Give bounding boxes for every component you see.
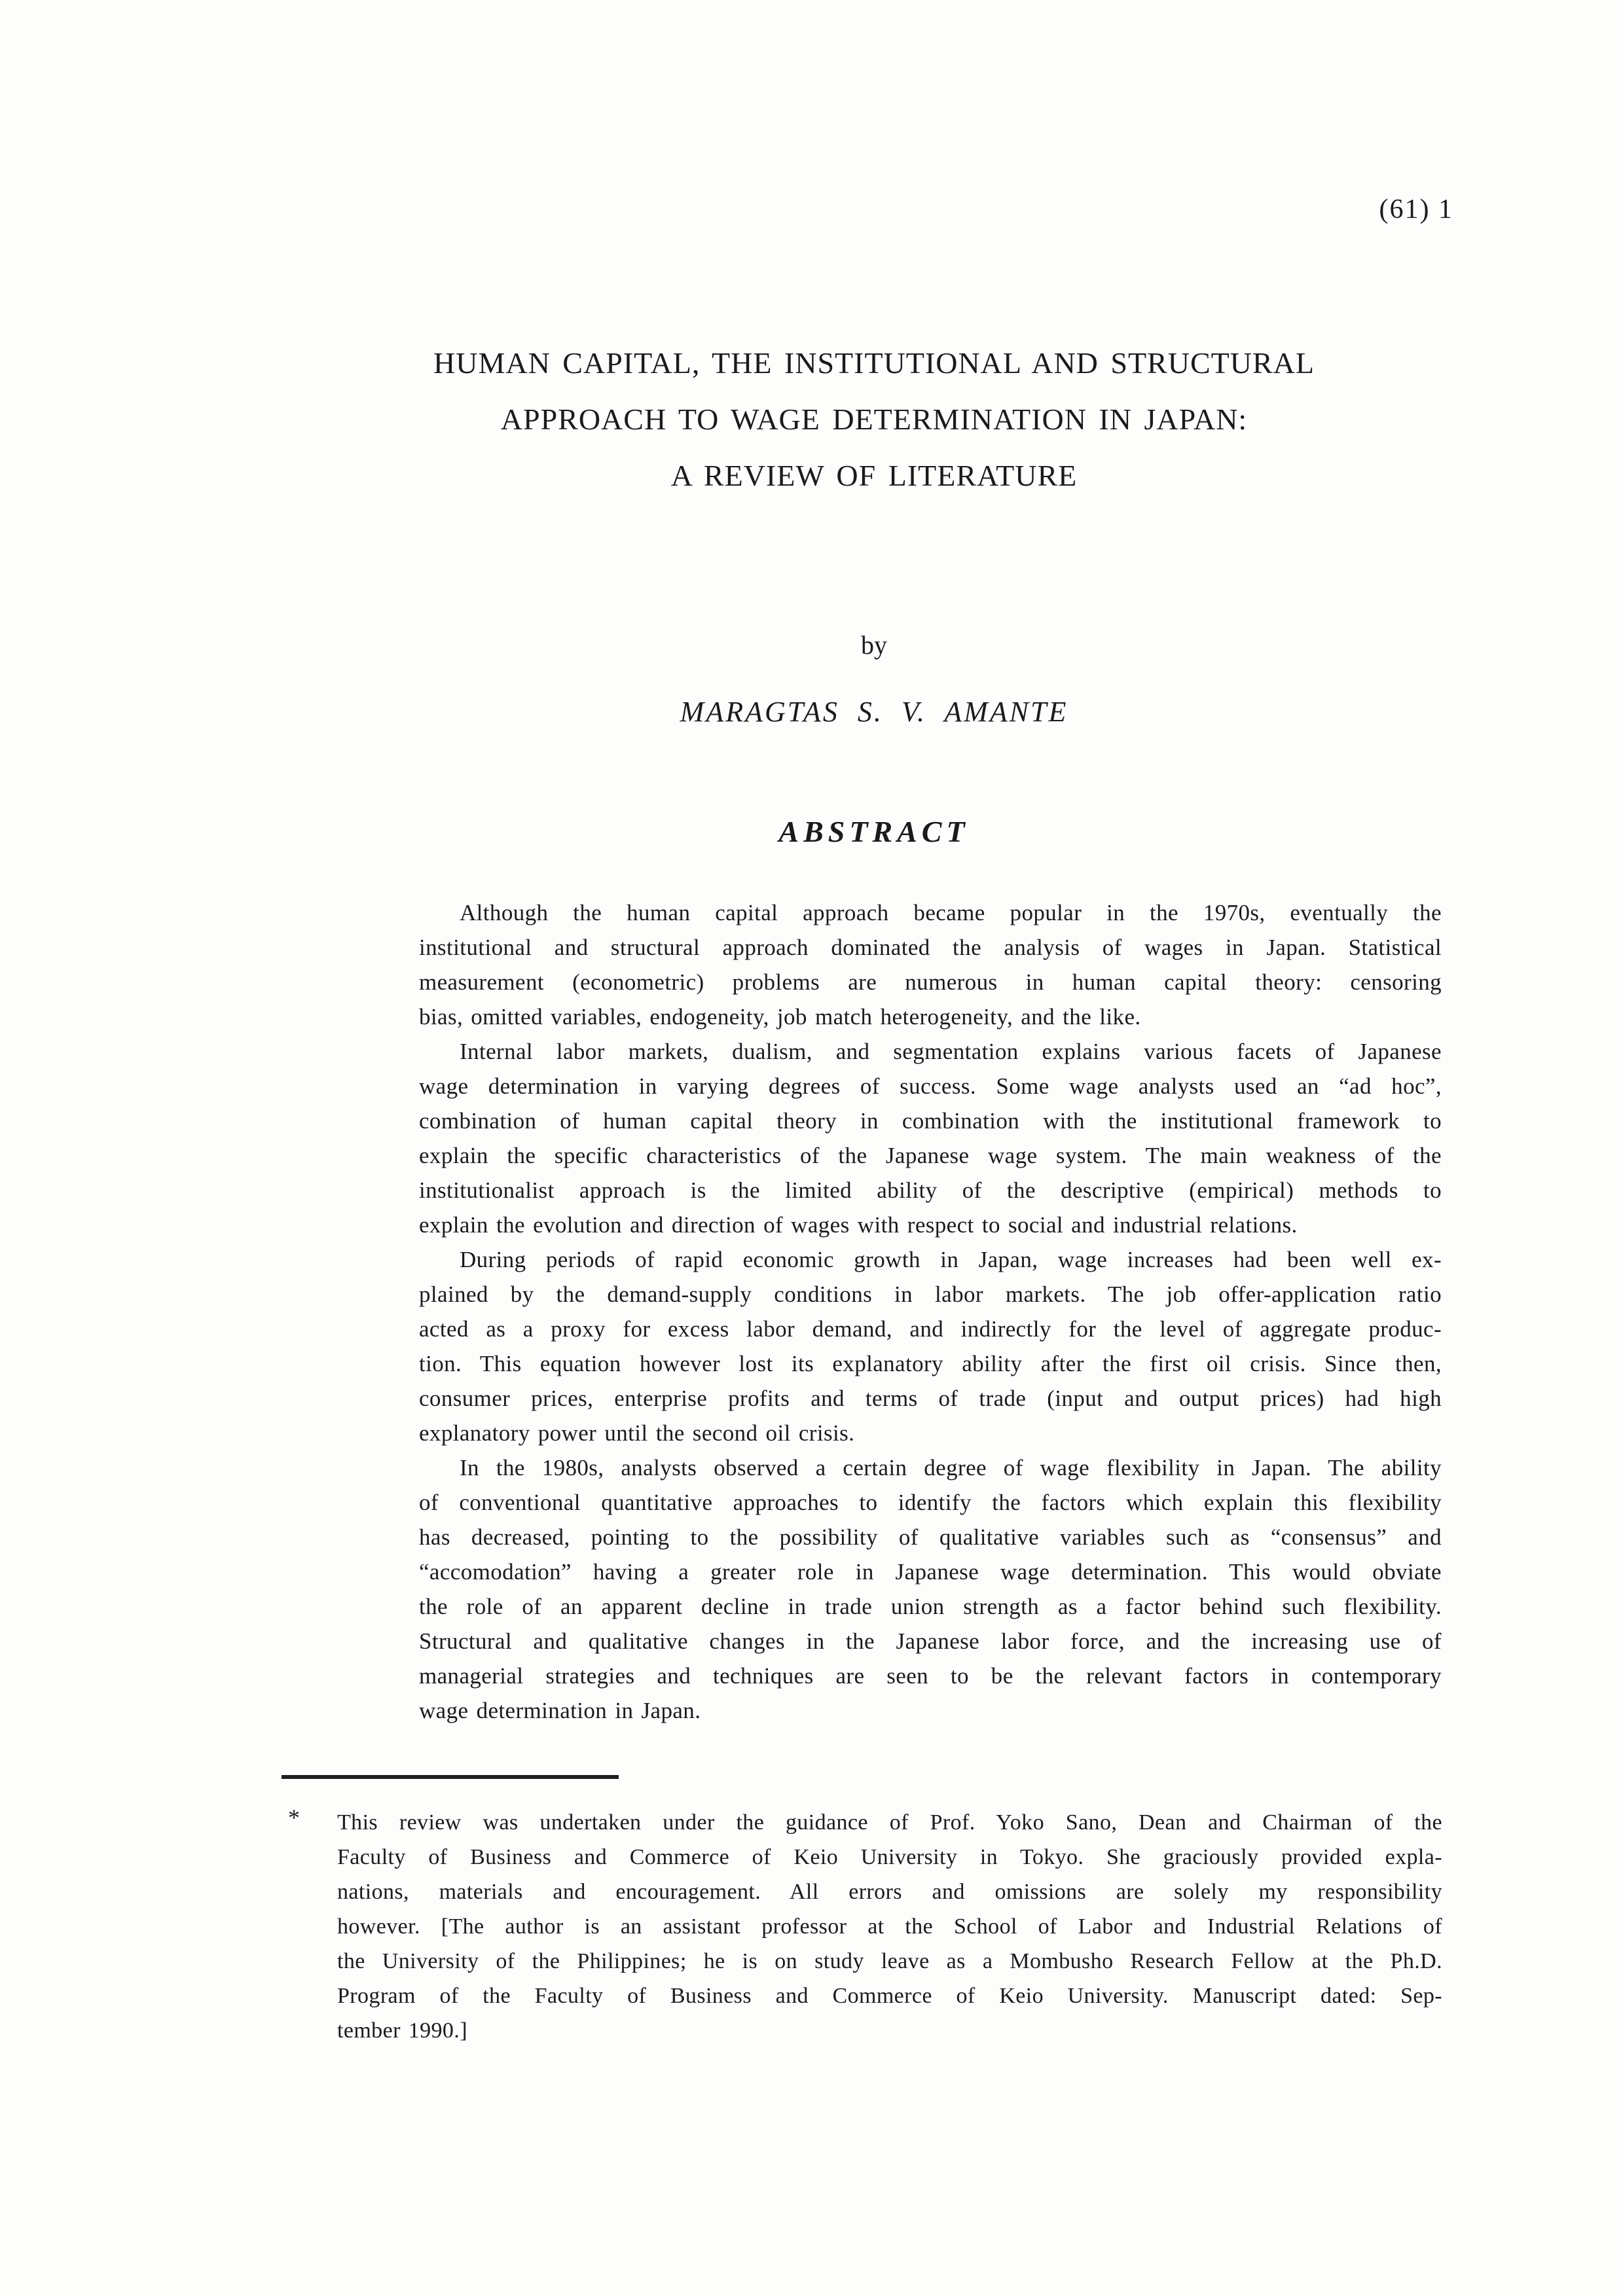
abstract-line: Structural and qualitative changes in the Japanese labor force, and the increasing use of: [419, 1628, 1442, 1654]
footnote-line: This review was undertaken under the guidance of Prof. Yoko Sano, Dean and Chairman of the: [337, 1810, 1442, 1835]
abstract-line: consumer prices, enterprise profits and terms of trade (input and output prices) had high: [419, 1386, 1442, 1411]
abstract-paragraph-1: [419, 895, 1442, 1034]
abstract-line: of conventional quantitative approaches to identify the factors which explain this flexibility: [419, 1490, 1442, 1515]
footnote: [337, 1805, 1442, 2048]
byline: by: [861, 630, 887, 660]
footnote-line: the University of the Philippines; he is on study leave as a Mombusho Research Fellow at the Ph.D.: [337, 1949, 1442, 1973]
abstract-line: During periods of rapid economic growth in Japan, wage increases had been well ex-: [460, 1247, 1442, 1272]
abstract-line: Although the human capital approach became popular in the 1970s, eventually the: [460, 900, 1442, 925]
abstract-line: wage determination in varying degrees of success. Some wage analysts used an “ad hoc”,: [419, 1073, 1442, 1099]
abstract-line: institutional and structural approach dominated the analysis of wages in Japan. Statistical: [419, 935, 1442, 960]
abstract-line: measurement (econometric) problems are numerous in human capital theory: censoring: [419, 969, 1442, 995]
abstract-line: explain the evolution and direction of wages with respect to social and industrial relations.: [419, 1212, 1298, 1238]
abstract-line: the role of an apparent decline in trade union strength as a factor behind such flexibility.: [419, 1594, 1442, 1619]
abstract-line: has decreased, pointing to the possibility of qualitative variables such as “consensus” and: [419, 1524, 1442, 1550]
abstract-line: managerial strategies and techniques are seen to be the relevant factors in contemporary: [419, 1663, 1442, 1689]
abstract-line: In the 1980s, analysts observed a certain degree of wage flexibility in Japan. The ability: [460, 1455, 1442, 1480]
footnote-line: Faculty of Business and Commerce of Keio University in Tokyo. She graciously provided expla-: [337, 1845, 1442, 1869]
abstract-heading: ABSTRACT: [778, 815, 970, 848]
article-title: [318, 335, 1431, 504]
footnote-line: however. [The author is an assistant professor at the School of Labor and Industrial Relations of: [337, 1914, 1442, 1939]
footnote-line: nations, materials and encouragement. All errors and omissions are solely my responsibility: [337, 1880, 1442, 1904]
abstract-paragraph-3: [419, 1242, 1442, 1450]
abstract-line: wage determination in Japan.: [419, 1698, 701, 1723]
author-name: MARAGTAS S. V. AMANTE: [680, 696, 1068, 728]
footnote-marker: *: [288, 1804, 300, 1831]
page-number: (61) 1: [1379, 194, 1453, 224]
abstract-line: Internal labor markets, dualism, and segmentation explains various facets of Japanese: [460, 1039, 1442, 1064]
abstract-line: acted as a proxy for excess labor demand, and indirectly for the level of aggregate produc-: [419, 1316, 1442, 1342]
abstract-line: explanatory power until the second oil crisis.: [419, 1420, 855, 1446]
footnote-line: tember 1990.]: [337, 2018, 467, 2043]
title-line-3: A REVIEW OF LITERATURE: [670, 459, 1078, 492]
abstract-line: tion. This equation however lost its explanatory ability after the first oil crisis. Since then,: [419, 1351, 1442, 1376]
abstract-paragraph-4: [419, 1450, 1442, 1728]
footnote-line: Program of the Faculty of Business and Commerce of Keio University. Manuscript dated: Sep-: [337, 1984, 1442, 2008]
abstract-line: plained by the demand-supply conditions in labor markets. The job offer-application ratio: [419, 1282, 1442, 1307]
title-line-1: HUMAN CAPITAL, THE INSTITUTIONAL AND STRUCTURAL: [433, 346, 1315, 380]
abstract-line: explain the specific characteristics of the Japanese wage system. The main weakness of the: [419, 1143, 1442, 1168]
abstract-line: combination of human capital theory in combination with the institutional framework to: [419, 1108, 1442, 1134]
abstract-line: institutionalist approach is the limited ability of the descriptive (empirical) methods to: [419, 1177, 1442, 1203]
abstract-paragraph-2: [419, 1034, 1442, 1242]
title-line-2: APPROACH TO WAGE DETERMINATION IN JAPAN:: [500, 403, 1248, 436]
abstract-line: bias, omitted variables, endogeneity, job match heterogeneity, and the like.: [419, 1004, 1141, 1030]
footnote-separator: [282, 1775, 619, 1779]
abstract-body: [419, 895, 1442, 1728]
abstract-line: “accomodation” having a greater role in Japanese wage determination. This would obviate: [419, 1559, 1442, 1585]
